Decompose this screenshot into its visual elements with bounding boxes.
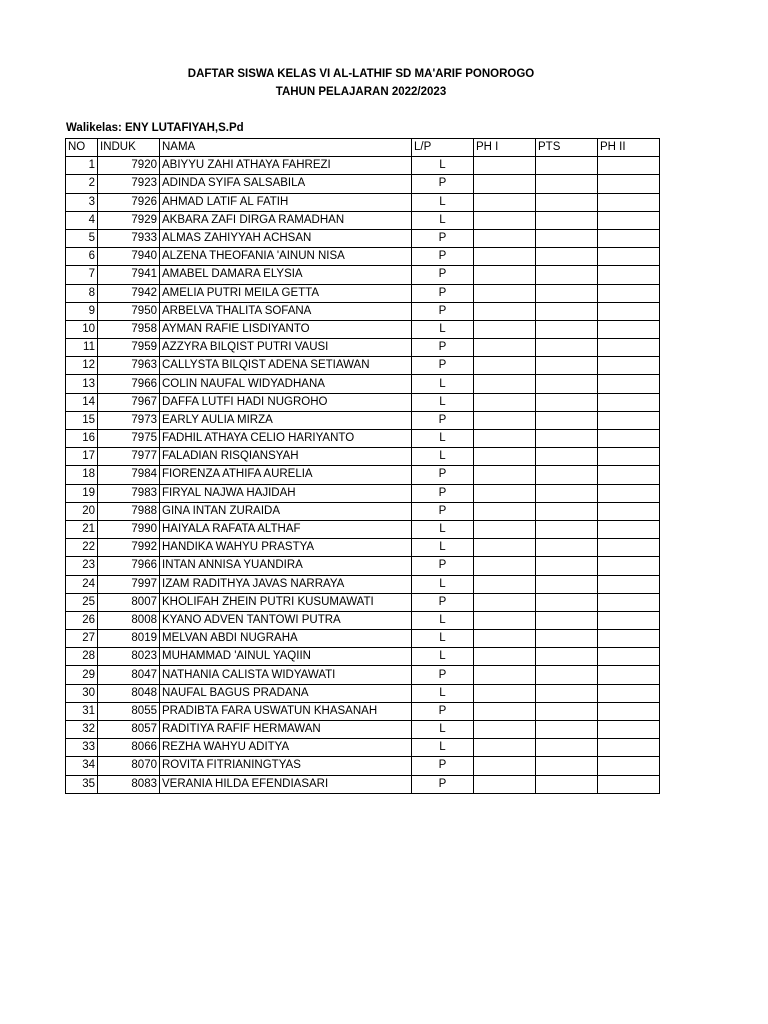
cell-no: 30 xyxy=(66,684,98,702)
cell-ph1 xyxy=(474,539,536,557)
cell-pts xyxy=(536,411,598,429)
cell-induk: 7963 xyxy=(98,357,160,375)
cell-no: 26 xyxy=(66,611,98,629)
cell-no: 15 xyxy=(66,411,98,429)
cell-induk: 7975 xyxy=(98,430,160,448)
cell-nama: KYANO ADVEN TANTOWI PUTRA xyxy=(160,611,412,629)
cell-nama: MELVAN ABDI NUGRAHA xyxy=(160,630,412,648)
cell-no: 8 xyxy=(66,284,98,302)
cell-ph1 xyxy=(474,175,536,193)
cell-lp: L xyxy=(412,539,474,557)
cell-ph1 xyxy=(474,357,536,375)
table-row xyxy=(66,557,660,575)
cell-no: 12 xyxy=(66,357,98,375)
table-row xyxy=(66,248,660,266)
cell-ph1 xyxy=(474,466,536,484)
cell-ph1 xyxy=(474,666,536,684)
cell-no: 20 xyxy=(66,502,98,520)
cell-nama: EARLY AULIA MIRZA xyxy=(160,411,412,429)
cell-ph1 xyxy=(474,302,536,320)
cell-nama: FIRYAL NAJWA HAJIDAH xyxy=(160,484,412,502)
cell-nama: GINA INTAN ZURAIDA xyxy=(160,502,412,520)
cell-pts xyxy=(536,739,598,757)
cell-ph1 xyxy=(474,684,536,702)
table-row xyxy=(66,411,660,429)
cell-lp: P xyxy=(412,593,474,611)
cell-nama: AKBARA ZAFI DIRGA RAMADHAN xyxy=(160,211,412,229)
column-header-nama: NAMA xyxy=(160,139,412,157)
cell-ph1 xyxy=(474,520,536,538)
cell-induk: 7992 xyxy=(98,539,160,557)
cell-pts xyxy=(536,666,598,684)
cell-nama: NATHANIA CALISTA WIDYAWATI xyxy=(160,666,412,684)
cell-ph1 xyxy=(474,393,536,411)
cell-ph1 xyxy=(474,739,536,757)
cell-ph1 xyxy=(474,411,536,429)
table-row xyxy=(66,339,660,357)
table-row xyxy=(66,466,660,484)
table-body xyxy=(66,157,660,794)
table-row xyxy=(66,375,660,393)
cell-induk: 8023 xyxy=(98,648,160,666)
cell-ph2 xyxy=(598,702,660,720)
cell-pts xyxy=(536,357,598,375)
cell-induk: 8083 xyxy=(98,775,160,793)
cell-induk: 7941 xyxy=(98,266,160,284)
cell-induk: 7929 xyxy=(98,211,160,229)
cell-no: 27 xyxy=(66,630,98,648)
cell-ph2 xyxy=(598,302,660,320)
cell-no: 25 xyxy=(66,593,98,611)
cell-nama: NAUFAL BAGUS PRADANA xyxy=(160,684,412,702)
cell-lp: L xyxy=(412,430,474,448)
table-row xyxy=(66,448,660,466)
cell-induk: 7958 xyxy=(98,320,160,338)
table-row xyxy=(66,539,660,557)
cell-no: 22 xyxy=(66,539,98,557)
table-row xyxy=(66,357,660,375)
cell-ph1 xyxy=(474,611,536,629)
cell-ph2 xyxy=(598,357,660,375)
cell-lp: P xyxy=(412,502,474,520)
academic-year: TAHUN PELAJARAN 2022/2023 xyxy=(275,86,447,98)
student-table xyxy=(65,138,660,794)
cell-nama: ADINDA SYIFA SALSABILA xyxy=(160,175,412,193)
cell-induk: 8055 xyxy=(98,702,160,720)
cell-ph1 xyxy=(474,593,536,611)
cell-induk: 7959 xyxy=(98,339,160,357)
cell-no: 24 xyxy=(66,575,98,593)
cell-ph1 xyxy=(474,757,536,775)
cell-pts xyxy=(536,211,598,229)
table-row xyxy=(66,302,660,320)
cell-pts xyxy=(536,193,598,211)
column-header-ph2: PH II xyxy=(598,139,660,157)
table-row xyxy=(66,684,660,702)
cell-no: 32 xyxy=(66,721,98,739)
cell-lp: L xyxy=(412,448,474,466)
cell-pts xyxy=(536,248,598,266)
cell-nama: HAIYALA RAFATA ALTHAF xyxy=(160,520,412,538)
cell-nama: ALMAS ZAHIYYAH ACHSAN xyxy=(160,229,412,247)
cell-nama: ARBELVA THALITA SOFANA xyxy=(160,302,412,320)
cell-pts xyxy=(536,284,598,302)
cell-ph1 xyxy=(474,211,536,229)
cell-ph1 xyxy=(474,648,536,666)
cell-ph1 xyxy=(474,502,536,520)
cell-pts xyxy=(536,448,598,466)
cell-lp: P xyxy=(412,248,474,266)
cell-nama: AHMAD LATIF AL FATIH xyxy=(160,193,412,211)
cell-pts xyxy=(536,339,598,357)
cell-no: 2 xyxy=(66,175,98,193)
cell-pts xyxy=(536,466,598,484)
cell-no: 17 xyxy=(66,448,98,466)
cell-pts xyxy=(536,775,598,793)
cell-pts xyxy=(536,157,598,175)
cell-ph2 xyxy=(598,320,660,338)
cell-lp: L xyxy=(412,721,474,739)
cell-no: 31 xyxy=(66,702,98,720)
cell-lp: L xyxy=(412,684,474,702)
cell-nama: KHOLIFAH ZHEIN PUTRI KUSUMAWATI xyxy=(160,593,412,611)
table-row xyxy=(66,721,660,739)
cell-ph1 xyxy=(474,775,536,793)
cell-no: 1 xyxy=(66,157,98,175)
cell-ph1 xyxy=(474,557,536,575)
cell-ph1 xyxy=(474,721,536,739)
cell-nama: AYMAN RAFIE LISDIYANTO xyxy=(160,320,412,338)
column-header-induk: INDUK xyxy=(98,139,160,157)
cell-pts xyxy=(536,684,598,702)
cell-nama: MUHAMMAD 'AINUL YAQIIN xyxy=(160,648,412,666)
cell-ph2 xyxy=(598,502,660,520)
cell-pts xyxy=(536,320,598,338)
cell-nama: FADHIL ATHAYA CELIO HARIYANTO xyxy=(160,430,412,448)
cell-pts xyxy=(536,539,598,557)
cell-nama: ALZENA THEOFANIA 'AINUN NISA xyxy=(160,248,412,266)
cell-lp: L xyxy=(412,193,474,211)
cell-induk: 8070 xyxy=(98,757,160,775)
cell-induk: 8008 xyxy=(98,611,160,629)
cell-ph2 xyxy=(598,229,660,247)
cell-nama: COLIN NAUFAL WIDYADHANA xyxy=(160,375,412,393)
cell-pts xyxy=(536,502,598,520)
cell-ph1 xyxy=(474,448,536,466)
cell-lp: P xyxy=(412,266,474,284)
cell-induk: 7973 xyxy=(98,411,160,429)
cell-nama: AMELIA PUTRI MEILA GETTA xyxy=(160,284,412,302)
cell-pts xyxy=(536,229,598,247)
cell-ph2 xyxy=(598,684,660,702)
table-row xyxy=(66,520,660,538)
cell-no: 29 xyxy=(66,666,98,684)
cell-nama: PRADIBTA FARA USWATUN KHASANAH xyxy=(160,702,412,720)
table-row xyxy=(66,630,660,648)
cell-ph2 xyxy=(598,375,660,393)
cell-induk: 8019 xyxy=(98,630,160,648)
cell-nama: FIORENZA ATHIFA AURELIA xyxy=(160,466,412,484)
cell-lp: L xyxy=(412,739,474,757)
cell-ph2 xyxy=(598,484,660,502)
cell-no: 16 xyxy=(66,430,98,448)
cell-nama: HANDIKA WAHYU PRASTYA xyxy=(160,539,412,557)
cell-ph1 xyxy=(474,630,536,648)
cell-ph1 xyxy=(474,229,536,247)
cell-pts xyxy=(536,648,598,666)
cell-lp: P xyxy=(412,466,474,484)
cell-ph2 xyxy=(598,430,660,448)
cell-nama: REZHA WAHYU ADITYA xyxy=(160,739,412,757)
cell-no: 6 xyxy=(66,248,98,266)
cell-lp: P xyxy=(412,775,474,793)
cell-pts xyxy=(536,520,598,538)
table-row xyxy=(66,702,660,720)
cell-lp: P xyxy=(412,229,474,247)
cell-no: 10 xyxy=(66,320,98,338)
table-row xyxy=(66,430,660,448)
cell-ph1 xyxy=(474,284,536,302)
cell-ph1 xyxy=(474,193,536,211)
cell-ph2 xyxy=(598,284,660,302)
cell-no: 35 xyxy=(66,775,98,793)
cell-ph2 xyxy=(598,411,660,429)
cell-induk: 8048 xyxy=(98,684,160,702)
cell-ph2 xyxy=(598,266,660,284)
cell-pts xyxy=(536,575,598,593)
cell-no: 14 xyxy=(66,393,98,411)
cell-nama: AMABEL DAMARA ELYSIA xyxy=(160,266,412,284)
cell-induk: 7983 xyxy=(98,484,160,502)
cell-no: 13 xyxy=(66,375,98,393)
cell-nama: ROVITA FITRIANINGTYAS xyxy=(160,757,412,775)
cell-nama: INTAN ANNISA YUANDIRA xyxy=(160,557,412,575)
cell-pts xyxy=(536,302,598,320)
cell-ph2 xyxy=(598,211,660,229)
cell-ph2 xyxy=(598,611,660,629)
table-row xyxy=(66,393,660,411)
cell-ph1 xyxy=(474,266,536,284)
cell-ph1 xyxy=(474,702,536,720)
cell-induk: 7988 xyxy=(98,502,160,520)
cell-ph2 xyxy=(598,466,660,484)
cell-lp: L xyxy=(412,630,474,648)
cell-lp: L xyxy=(412,157,474,175)
document-title: DAFTAR SISWA KELAS VI AL-LATHIF SD MA'ARIF PONOROGO xyxy=(187,68,535,80)
cell-lp: P xyxy=(412,757,474,775)
table-row xyxy=(66,739,660,757)
cell-lp: P xyxy=(412,411,474,429)
cell-lp: P xyxy=(412,702,474,720)
cell-pts xyxy=(536,557,598,575)
cell-pts xyxy=(536,175,598,193)
table-row xyxy=(66,193,660,211)
homeroom-teacher: Walikelas: ENY LUTAFIYAH,S.Pd xyxy=(66,122,244,134)
table-row xyxy=(66,593,660,611)
cell-ph2 xyxy=(598,175,660,193)
cell-lp: L xyxy=(412,211,474,229)
table-row xyxy=(66,648,660,666)
cell-ph1 xyxy=(474,339,536,357)
cell-induk: 7966 xyxy=(98,375,160,393)
cell-induk: 7984 xyxy=(98,466,160,484)
table-row xyxy=(66,211,660,229)
cell-pts xyxy=(536,702,598,720)
table-row xyxy=(66,502,660,520)
table-row xyxy=(66,320,660,338)
cell-no: 3 xyxy=(66,193,98,211)
cell-ph2 xyxy=(598,248,660,266)
cell-induk: 8007 xyxy=(98,593,160,611)
cell-no: 4 xyxy=(66,211,98,229)
cell-no: 7 xyxy=(66,266,98,284)
table-row xyxy=(66,229,660,247)
table-header-row xyxy=(66,139,660,157)
cell-ph2 xyxy=(598,193,660,211)
cell-nama: VERANIA HILDA EFENDIASARI xyxy=(160,775,412,793)
cell-lp: P xyxy=(412,175,474,193)
cell-induk: 7940 xyxy=(98,248,160,266)
cell-pts xyxy=(536,393,598,411)
cell-ph2 xyxy=(598,666,660,684)
cell-pts xyxy=(536,721,598,739)
cell-no: 9 xyxy=(66,302,98,320)
column-header-ph1: PH I xyxy=(474,139,536,157)
table-row xyxy=(66,266,660,284)
cell-nama: RADITIYA RAFIF HERMAWAN xyxy=(160,721,412,739)
cell-induk: 7966 xyxy=(98,557,160,575)
cell-nama: IZAM RADITHYA JAVAS NARRAYA xyxy=(160,575,412,593)
cell-pts xyxy=(536,375,598,393)
cell-ph1 xyxy=(474,430,536,448)
cell-lp: L xyxy=(412,320,474,338)
cell-ph2 xyxy=(598,157,660,175)
cell-ph1 xyxy=(474,375,536,393)
column-header-lp: L/P xyxy=(412,139,474,157)
cell-no: 18 xyxy=(66,466,98,484)
cell-ph2 xyxy=(598,757,660,775)
cell-lp: P xyxy=(412,339,474,357)
cell-lp: L xyxy=(412,648,474,666)
cell-pts xyxy=(536,630,598,648)
cell-ph2 xyxy=(598,630,660,648)
table-row xyxy=(66,575,660,593)
cell-lp: L xyxy=(412,375,474,393)
cell-induk: 7997 xyxy=(98,575,160,593)
cell-induk: 7923 xyxy=(98,175,160,193)
cell-no: 34 xyxy=(66,757,98,775)
cell-induk: 7933 xyxy=(98,229,160,247)
cell-lp: L xyxy=(412,575,474,593)
cell-induk: 7920 xyxy=(98,157,160,175)
cell-lp: L xyxy=(412,520,474,538)
table-row xyxy=(66,284,660,302)
column-header-pts: PTS xyxy=(536,139,598,157)
cell-nama: CALLYSTA BILQIST ADENA SETIAWAN xyxy=(160,357,412,375)
cell-lp: P xyxy=(412,284,474,302)
cell-induk: 7950 xyxy=(98,302,160,320)
cell-induk: 7926 xyxy=(98,193,160,211)
cell-pts xyxy=(536,757,598,775)
cell-nama: FALADIAN RISQIANSYAH xyxy=(160,448,412,466)
cell-no: 21 xyxy=(66,520,98,538)
cell-induk: 7990 xyxy=(98,520,160,538)
cell-ph2 xyxy=(598,393,660,411)
cell-ph2 xyxy=(598,448,660,466)
cell-lp: P xyxy=(412,302,474,320)
cell-pts xyxy=(536,484,598,502)
cell-nama: AZZYRA BILQIST PUTRI VAUSI xyxy=(160,339,412,357)
cell-lp: P xyxy=(412,666,474,684)
cell-ph2 xyxy=(598,520,660,538)
cell-pts xyxy=(536,611,598,629)
cell-induk: 8047 xyxy=(98,666,160,684)
cell-ph2 xyxy=(598,593,660,611)
cell-ph2 xyxy=(598,648,660,666)
cell-lp: P xyxy=(412,557,474,575)
cell-ph2 xyxy=(598,557,660,575)
cell-lp: L xyxy=(412,393,474,411)
cell-lp: P xyxy=(412,357,474,375)
cell-no: 5 xyxy=(66,229,98,247)
table-row xyxy=(66,175,660,193)
cell-pts xyxy=(536,593,598,611)
cell-induk: 8066 xyxy=(98,739,160,757)
cell-induk: 7942 xyxy=(98,284,160,302)
cell-no: 28 xyxy=(66,648,98,666)
cell-ph2 xyxy=(598,339,660,357)
cell-induk: 7977 xyxy=(98,448,160,466)
table-row xyxy=(66,157,660,175)
table-row xyxy=(66,775,660,793)
table-row xyxy=(66,666,660,684)
cell-ph2 xyxy=(598,575,660,593)
table-row xyxy=(66,484,660,502)
cell-ph2 xyxy=(598,721,660,739)
cell-lp: L xyxy=(412,611,474,629)
cell-nama: ABIYYU ZAHI ATHAYA FAHREZI xyxy=(160,157,412,175)
cell-ph1 xyxy=(474,248,536,266)
cell-lp: P xyxy=(412,484,474,502)
cell-ph1 xyxy=(474,575,536,593)
cell-ph1 xyxy=(474,320,536,338)
cell-induk: 8057 xyxy=(98,721,160,739)
cell-pts xyxy=(536,430,598,448)
cell-no: 11 xyxy=(66,339,98,357)
cell-induk: 7967 xyxy=(98,393,160,411)
cell-ph2 xyxy=(598,775,660,793)
table-row xyxy=(66,611,660,629)
cell-pts xyxy=(536,266,598,284)
cell-no: 33 xyxy=(66,739,98,757)
cell-ph2 xyxy=(598,539,660,557)
cell-ph1 xyxy=(474,157,536,175)
cell-no: 23 xyxy=(66,557,98,575)
cell-no: 19 xyxy=(66,484,98,502)
cell-ph2 xyxy=(598,739,660,757)
table-row xyxy=(66,757,660,775)
column-header-no: NO xyxy=(66,139,98,157)
cell-nama: DAFFA LUTFI HADI NUGROHO xyxy=(160,393,412,411)
cell-ph1 xyxy=(474,484,536,502)
